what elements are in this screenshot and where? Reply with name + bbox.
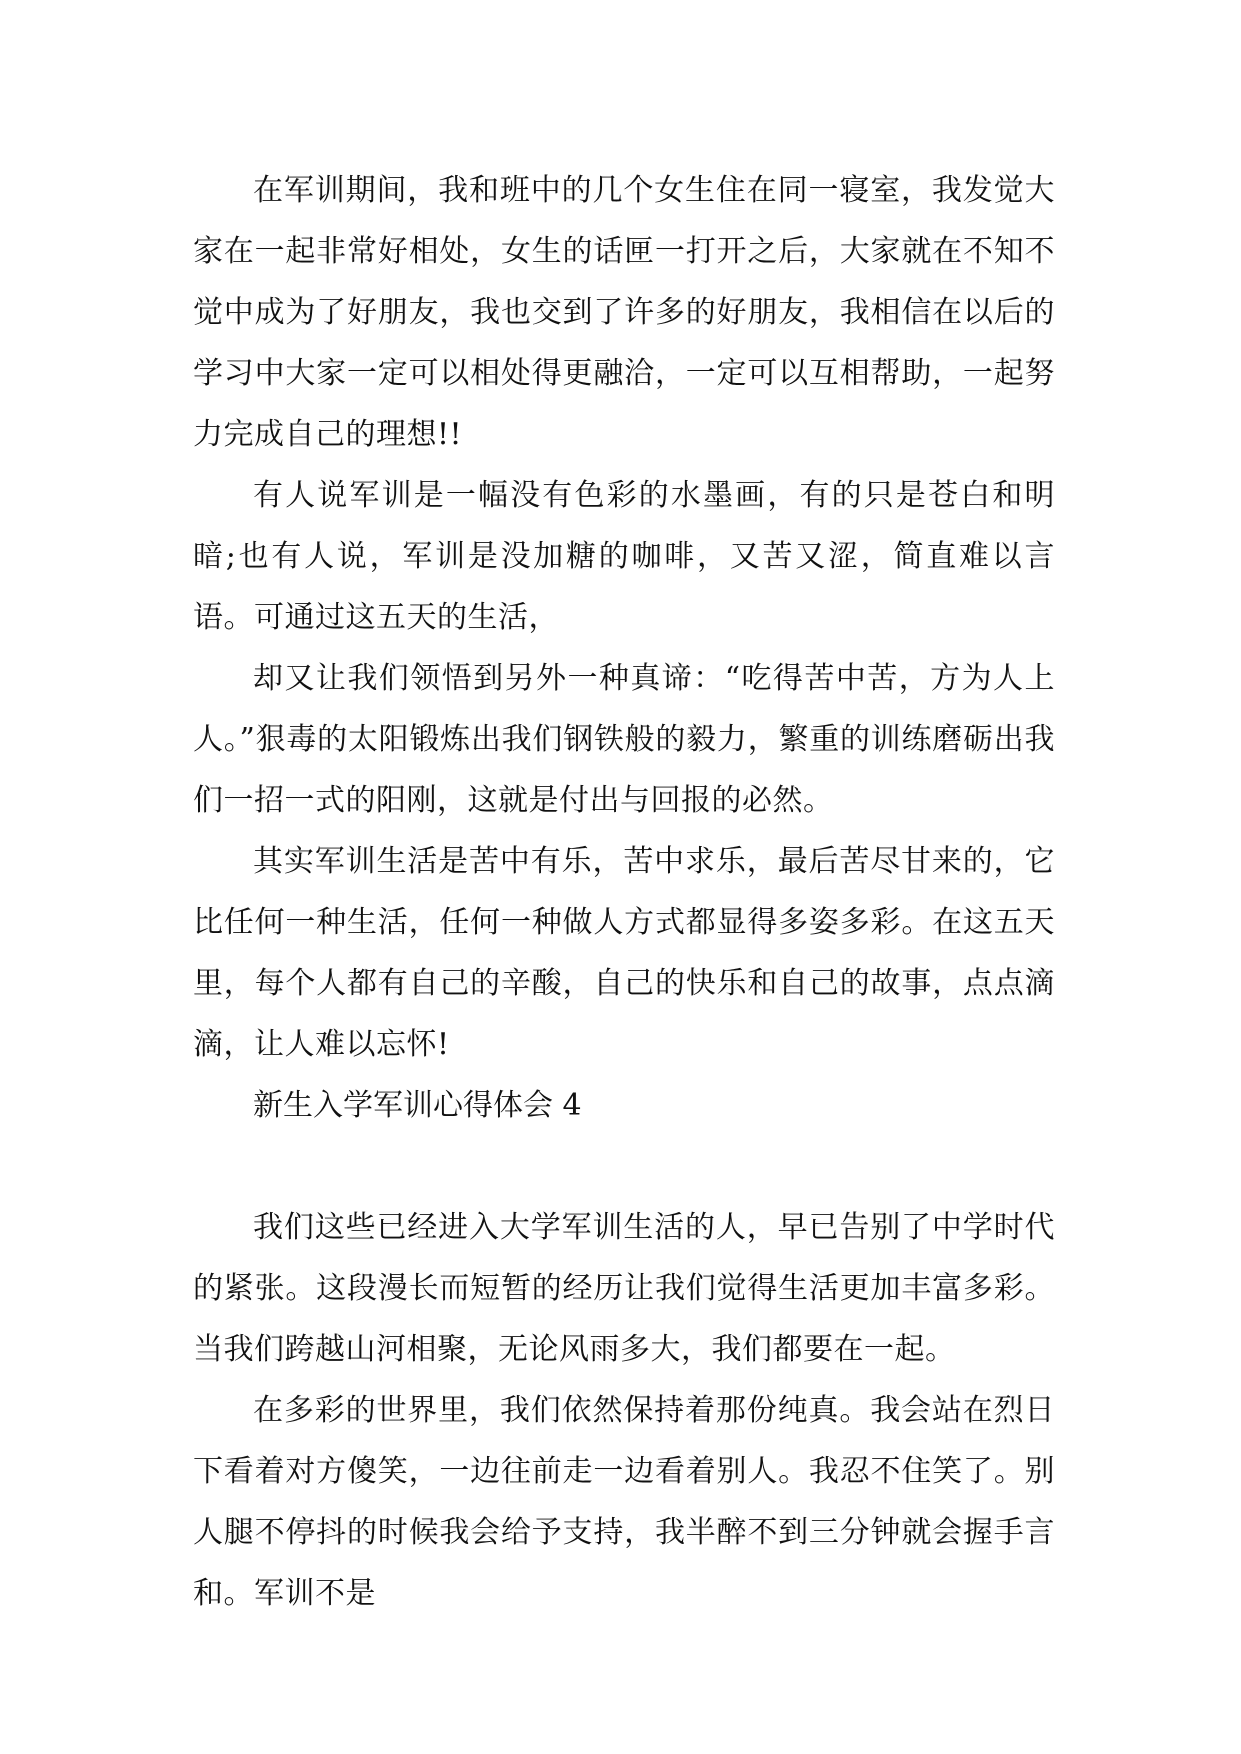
- paragraph-ink-painting: 有人说军训是一幅没有色彩的水墨画，有的只是苍白和明暗;也有人说，军训是没加糖的咖啡，又苦又涩，简直难以言语。可通过这五天的生活，: [193, 478, 1055, 635]
- section-title: 新生入学军训心得体会 4: [253, 1088, 582, 1123]
- paragraph-colorful-world: 在多彩的世界里，我们依然保持着那份纯真。我会站在烈日下看着对方傻笑，一边往前走一边看着别人。我忍不住笑了。别人腿不停抖的时候我会给予支持，我半醉不到三分钟就会握手言和。军训不是: [193, 1393, 1055, 1611]
- paragraph-dorm-friends: 在军训期间，我和班中的几个女生住在同一寝室，我发觉大家在一起非常好相处，女生的话匣一打开之后，大家就在不知不觉中成为了好朋友，我也交到了许多的好朋友，我相信在以后的学习中大家一定可以相处得更融洽，一定可以互相帮助，一起努力完成自己的理想!!: [193, 173, 1055, 452]
- document-page: [193, 160, 1055, 1624]
- paragraph-joy-in-hardship: 其实军训生活是苦中有乐，苦中求乐，最后苦尽甘来的，它比任何一种生活，任何一种做人方式都显得多姿多彩。在这五天里，每个人都有自己的辛酸，自己的快乐和自己的故事，点点滴滴，让人难以忘怀!: [193, 844, 1055, 1062]
- paragraph-true-meaning: 却又让我们领悟到另外一种真谛：“吃得苦中苦，方为人上人。”狠毒的太阳锻炼出我们钢铁般的毅力，繁重的训练磨砺出我们一招一式的阳刚，这就是付出与回报的必然。: [193, 661, 1055, 818]
- paragraph-university-life: 我们这些已经进入大学军训生活的人，早已告别了中学时代的紧张。这段漫长而短暂的经历让我们觉得生活更加丰富多彩。当我们跨越山河相聚，无论风雨多大，我们都要在一起。: [193, 1210, 1055, 1367]
- spacer: [193, 1136, 1055, 1197]
